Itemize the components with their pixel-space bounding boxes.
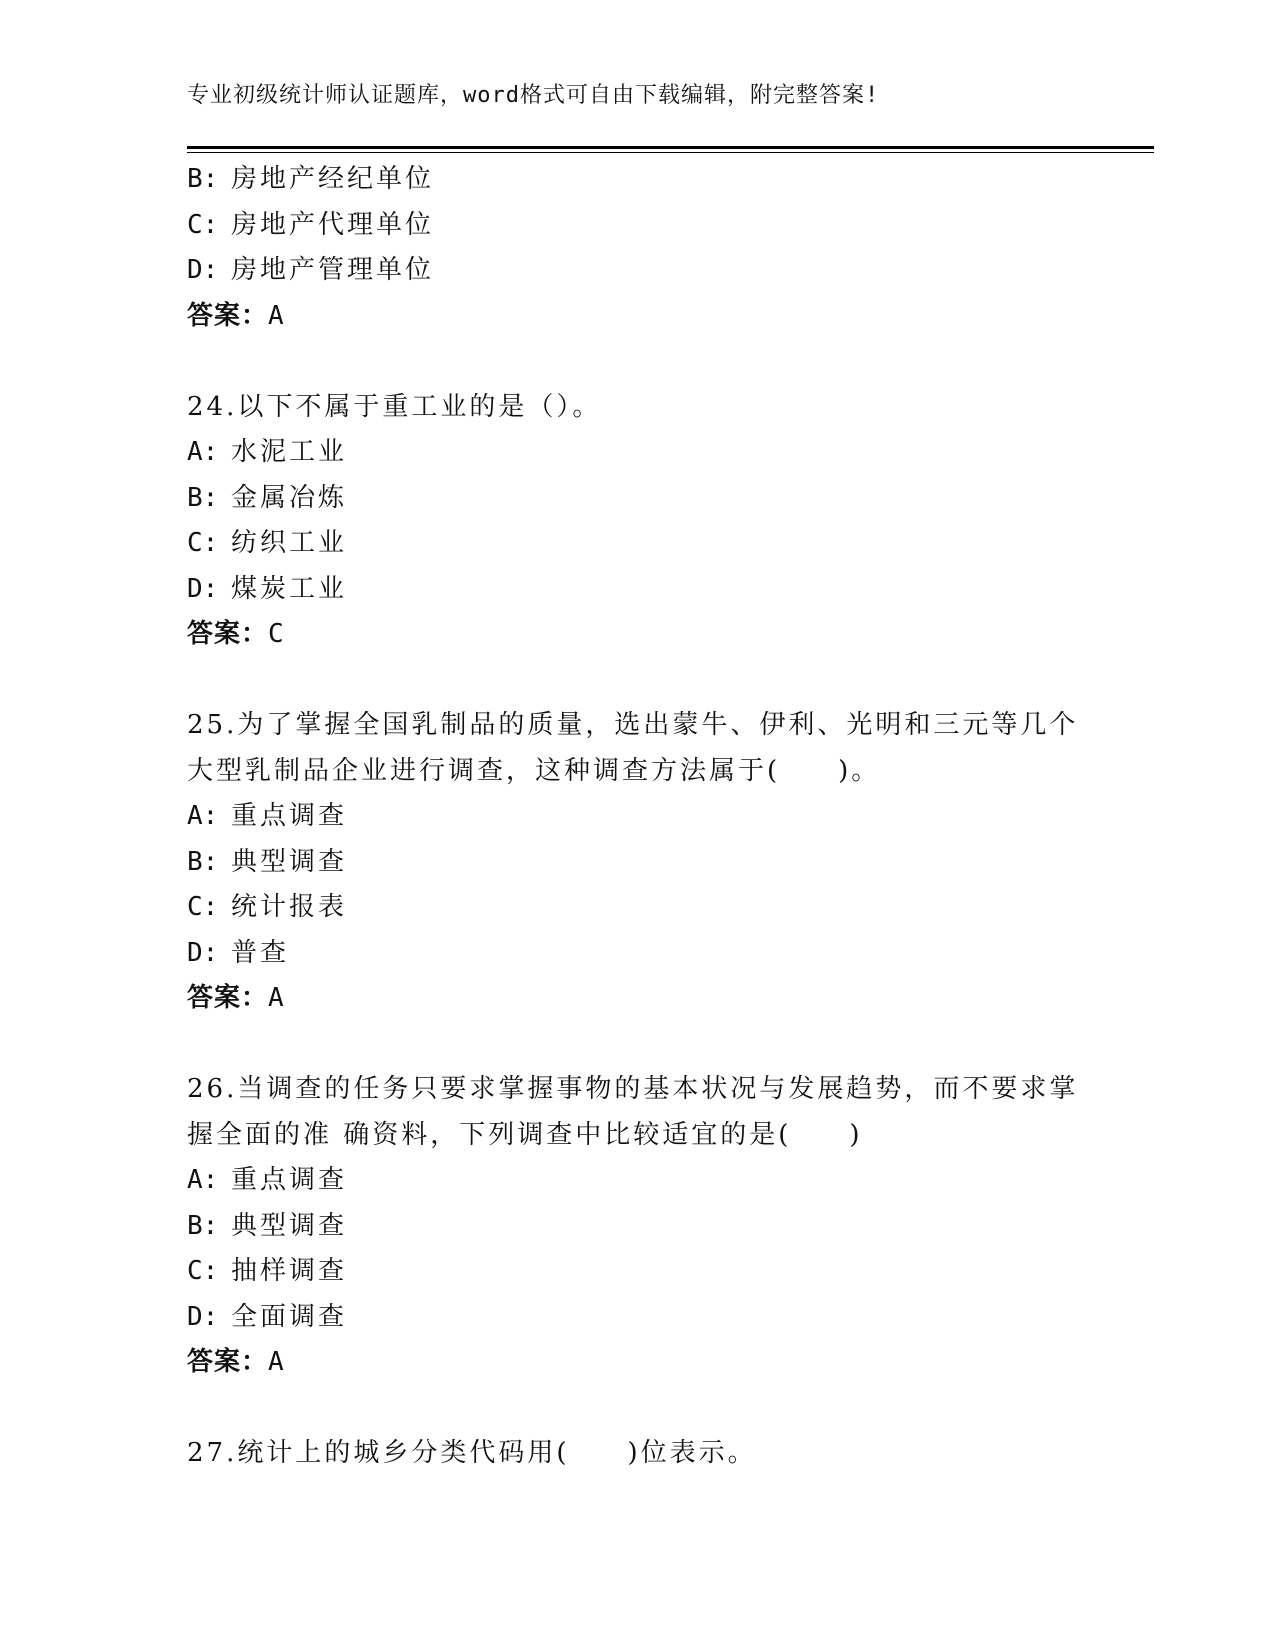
option-item: [187, 794, 1087, 840]
option-text: 煤炭工业: [231, 573, 348, 604]
answer-value: A: [268, 983, 285, 1013]
question-stem-continued: 大型乳制品企业进行调查，这种调查方法属于( )。: [187, 755, 881, 786]
answer-value: C: [268, 619, 285, 649]
option-item: [187, 1204, 1087, 1250]
option-letter: C:: [187, 528, 219, 558]
answer-label: 答案：: [187, 983, 269, 1013]
option-text: 典型调查: [231, 1210, 348, 1241]
answer-line: [187, 1340, 1087, 1386]
option-text: 纺织工业: [231, 528, 348, 558]
option-text: 房地产经纪单位: [231, 164, 435, 194]
option-text: 抽样调查: [231, 1256, 348, 1286]
option-item: [187, 885, 1087, 931]
answer-value: A: [268, 1347, 285, 1377]
option-item: [187, 840, 1087, 886]
option-text: 全面调查: [231, 1301, 348, 1332]
option-item: [187, 1295, 1087, 1341]
option-text: 重点调查: [231, 801, 348, 831]
option-letter: D:: [187, 1301, 219, 1332]
question-stem: 26.当调查的任务只要求掌握事物的基本状况与发展趋势，而不要求掌: [187, 1074, 1079, 1104]
question-stem: 27.统计上的城乡分类代码用( )位表示。: [187, 1438, 757, 1468]
option-letter: C:: [187, 892, 219, 922]
spacer: [187, 1386, 1087, 1432]
option-item: [187, 248, 1087, 294]
option-text: 金属冶炼: [231, 482, 348, 513]
option-letter: D:: [187, 255, 219, 285]
answer-line: [187, 976, 1087, 1022]
option-text: 重点调查: [231, 1165, 348, 1195]
spacer: [187, 658, 1087, 704]
spacer: [187, 1022, 1087, 1068]
header-note: 专业初级统计师认证题库，word格式可自由下载编辑，附完整答案!: [187, 83, 880, 108]
option-text: 统计报表: [231, 892, 348, 922]
question-stem-continued: 握全面的准 确资料，下列调查中比较适宜的是( ): [187, 1119, 863, 1150]
option-item: [187, 931, 1087, 977]
option-text: 典型调查: [231, 846, 348, 877]
option-letter: D:: [187, 573, 219, 604]
option-letter: D:: [187, 937, 219, 968]
question-stem: 25.为了掌握全国乳制品的质量，选出蒙牛、伊利、光明和三元等几个: [187, 710, 1079, 740]
option-item: [187, 567, 1087, 613]
option-letter: B:: [187, 1210, 219, 1241]
answer-label: 答案：: [187, 1347, 269, 1377]
question-stem: 24.以下不属于重工业的是（）。: [187, 391, 602, 422]
option-item: [187, 1249, 1087, 1295]
option-letter: C:: [187, 209, 219, 240]
option-text: 普查: [231, 937, 290, 968]
header-rule-thin: [187, 152, 1154, 153]
option-letter: B:: [187, 164, 219, 194]
spacer: [187, 339, 1087, 385]
option-letter: A:: [187, 801, 219, 831]
option-text: 房地产管理单位: [231, 255, 435, 285]
answer-line: [187, 294, 1087, 340]
option-text: 水泥工业: [231, 437, 348, 467]
option-letter: A:: [187, 1165, 219, 1195]
option-item: [187, 1158, 1087, 1204]
answer-label: 答案：: [187, 619, 269, 649]
option-item: [187, 476, 1087, 522]
option-letter: C:: [187, 1256, 219, 1286]
answer-line: [187, 612, 1087, 658]
header-rule-thick: [187, 146, 1154, 149]
option-text: 房地产代理单位: [231, 209, 435, 240]
answer-label: 答案：: [187, 300, 269, 331]
option-item: [187, 203, 1087, 249]
option-letter: B:: [187, 482, 219, 513]
option-item: [187, 157, 1087, 203]
option-item: [187, 430, 1087, 476]
question-list: [187, 157, 1087, 1477]
option-letter: B:: [187, 846, 219, 877]
option-letter: A:: [187, 437, 219, 467]
option-item: [187, 521, 1087, 567]
answer-value: A: [268, 300, 285, 331]
